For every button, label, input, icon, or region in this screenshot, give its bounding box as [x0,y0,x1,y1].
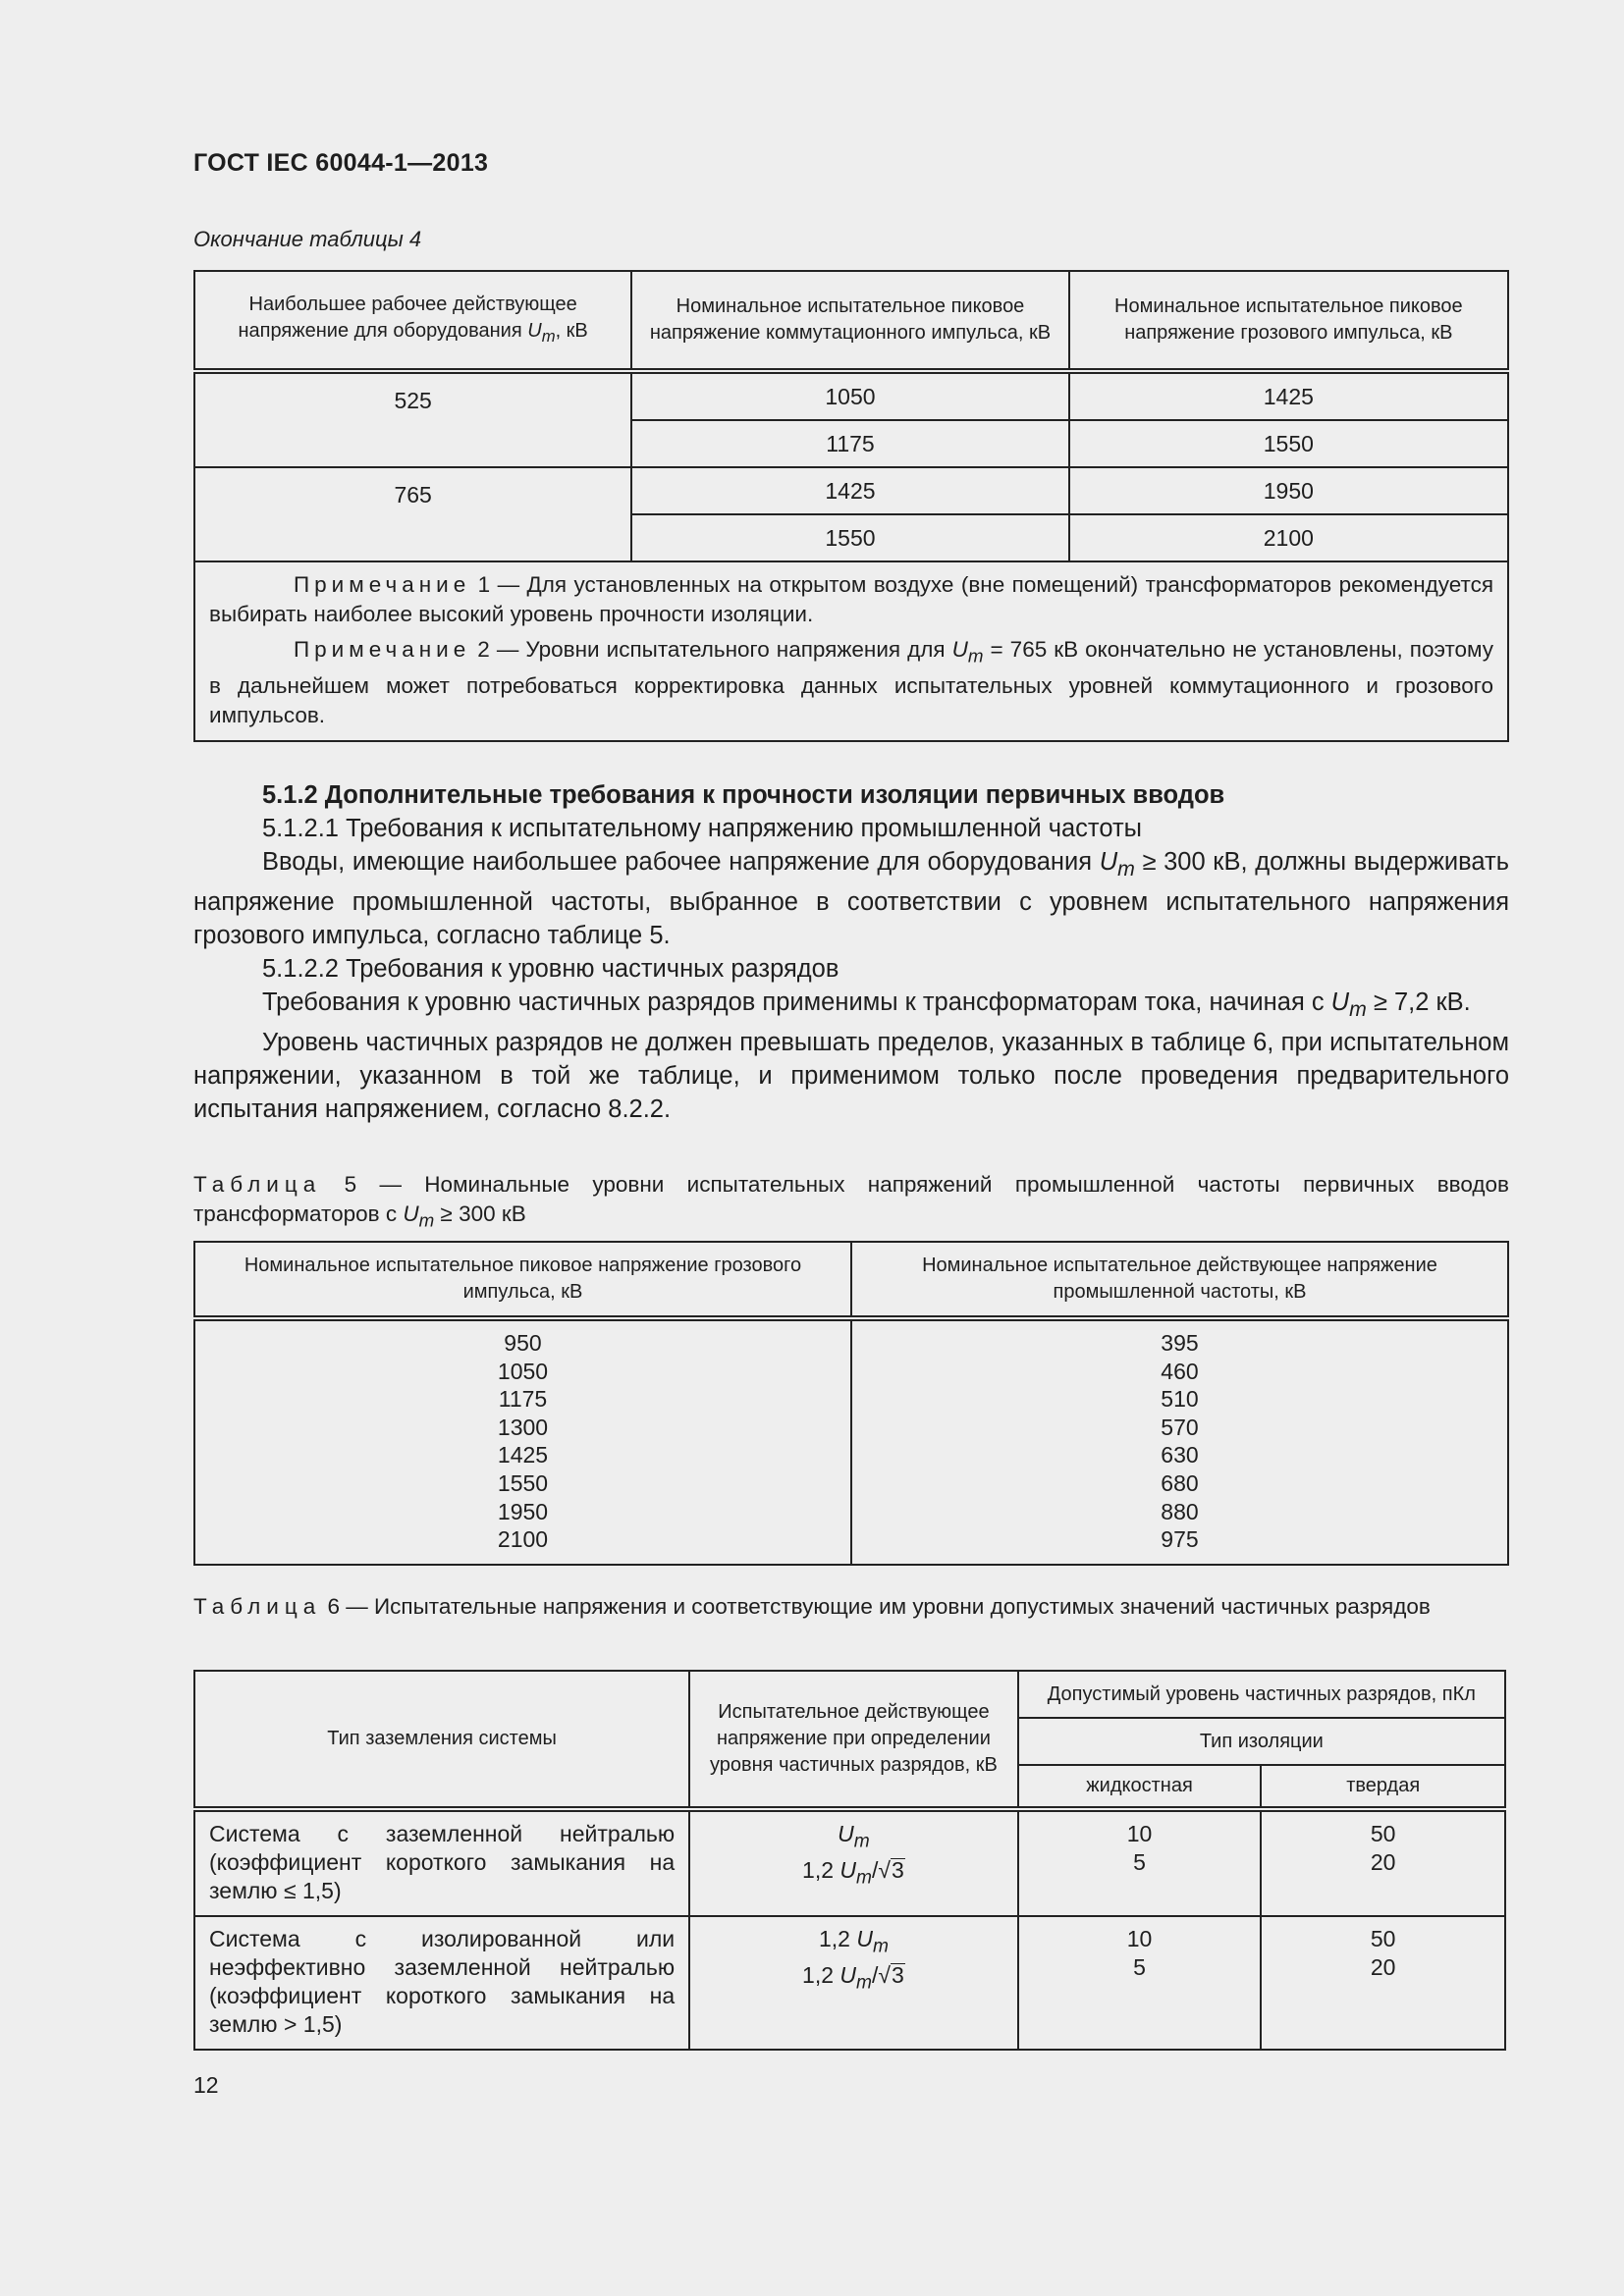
table4-note-2: Примечание 2 — Уровни испытательного напряжения для $U_m = 765$ кВ окончательно не установлены, поэтому в дальнейшем может потребоваться корректировка данных испытательных уровней коммутационного и грозового импульсов. [209,637,1493,727]
table4-switching-cell: 1425 [631,467,1068,514]
table4-header-um: Наибольшее рабочее действующее напряжение для оборудования $U_m$, кВ [194,271,631,371]
table-6 [193,1670,1506,2051]
table4-lightning-cell: 1550 [1069,420,1508,467]
table4-notes [194,561,1508,741]
table6-header-pd-level: Допустимый уровень частичных разрядов, пКл [1018,1671,1505,1718]
table6-header-insulation: Тип изоляции [1018,1718,1505,1765]
section-heading: 5.1.2 Дополнительные требования к прочности изоляции первичных вводов [262,781,1225,809]
table5-value: 880 [1161,1498,1199,1524]
subsection-5-1-2-1: 5.1.2.1 Требования к испытательному напряжению промышленной частоты [262,815,1142,842]
table4-switching-cell: 1050 [631,371,1068,420]
table5-value: 630 [1161,1442,1199,1468]
table6-liquid-cell: 10 5 [1018,1809,1262,1916]
table6-system-cell: Система с изолированной или неэффективно заземленной нейтралью (коэффициент короткого замыкания на землю > 1,5) [194,1916,689,2050]
table6-solid-cell: 50 20 [1261,1809,1505,1916]
table5-value: 1550 [497,1469,549,1496]
table-4 [193,270,1509,742]
paragraph: Требования к уровню частичных разрядов применимы к трансформаторам тока, начиная с $U_m \ge 7,2$ кВ. [262,988,1471,1022]
table5-value: 1300 [497,1414,549,1440]
table6-liquid-cell: 10 5 [1018,1916,1262,2050]
table6-solid-cell: 50 20 [1261,1916,1505,2050]
table5-caption: Таблица 5 — Номинальные уровни испытательных напряжений промышленной частоты первичных вводов трансформаторов с $U_m \ge 300$ кВ [193,1172,1509,1231]
subsection-5-1-2-2: 5.1.2.2 Требования к уровню частичных разрядов [262,955,839,984]
table6-header-liquid: жидкостная [1018,1765,1262,1809]
table5-value: 1425 [497,1442,549,1468]
table5-header-lightning: Номинальное испытательное пиковое напряжение грозового импульса, кВ [194,1242,851,1318]
table6-system-cell: Система с заземленной нейтралью (коэффициент короткого замыкания на землю ≤ 1,5) [194,1809,689,1916]
table4-note-1: Примечание 1 — Для установленных на открытом воздухе (вне помещений) трансформаторов рекомендуется выбирать наиболее высокий уровень прочности изоляции. [209,572,1493,626]
table5-value: 680 [1161,1469,1199,1496]
table5-value: 510 [1161,1386,1199,1413]
table5-value: 460 [1161,1358,1199,1384]
table4-caption: Окончание таблицы 4 [193,227,422,251]
table5-value: 1050 [497,1358,549,1384]
table6-voltage-cell: $U_m$ 1,2 $U_m/√3$ [689,1809,1018,1916]
table5-header-power-frequency: Номинальное испытательное действующее напряжение промышленной частоты, кВ [851,1242,1508,1318]
table5-value: 2100 [497,1526,549,1553]
table4-lightning-cell: 1950 [1069,467,1508,514]
table6-voltage-cell: 1,2 $U_m$ 1,2 $U_m/√3$ [689,1916,1018,2050]
table5-value: 570 [1161,1414,1199,1440]
document-header: ГОСТ IEC 60044-1—2013 [193,149,489,177]
page-number: 12 [193,2072,219,2098]
table-5 [193,1241,1509,1566]
table5-value: 395 [1161,1330,1199,1356]
table4-um-cell: 525 [194,371,631,467]
table5-power-frequency-column [851,1318,1508,1565]
table4-lightning-cell: 2100 [1069,514,1508,561]
section-body [193,778,1509,1126]
table5-value: 1950 [497,1498,549,1524]
table4-header-switching: Номинальное испытательное пиковое напряжение коммутационного импульса, кВ [631,271,1068,371]
table5-value: 975 [1161,1526,1199,1553]
table4-lightning-cell: 1425 [1069,371,1508,420]
table4-header-lightning: Номинальное испытательное пиковое напряжение грозового импульса, кВ [1069,271,1508,371]
table6-header-system: Тип заземления системы [194,1671,689,1809]
paragraph: Уровень частичных разрядов не должен превышать пределов, указанных в таблице 6, при испытательном напряжении, указанном в той же таблице, и применимом только после проведения предварительного испытания напряжением, согласно 8.2.2. [193,1029,1509,1124]
table5-lightning-column [194,1318,851,1565]
paragraph: Вводы, имеющие наибольшее рабочее напряжение для оборудования $U_m \ge 300$ кВ, должны выдерживать напряжение промышленной частоты, выбранное в соответствии с уровнем испытательного напряжения грозового импульса, согласно таблице 5. [193,848,1509,950]
table6-header-solid: твердая [1261,1765,1505,1809]
table5-value: 950 [504,1330,542,1356]
table4-switching-cell: 1175 [631,420,1068,467]
table6-header-test-voltage: Испытательное действующее напряжение при определении уровня частичных разрядов, кВ [689,1671,1018,1809]
table4-switching-cell: 1550 [631,514,1068,561]
table6-caption: Таблица 6 — Испытательные напряжения и соответствующие им уровни допустимых значений частичных разрядов [193,1594,1431,1619]
table5-value: 1175 [498,1386,548,1413]
table4-um-cell: 765 [194,467,631,561]
